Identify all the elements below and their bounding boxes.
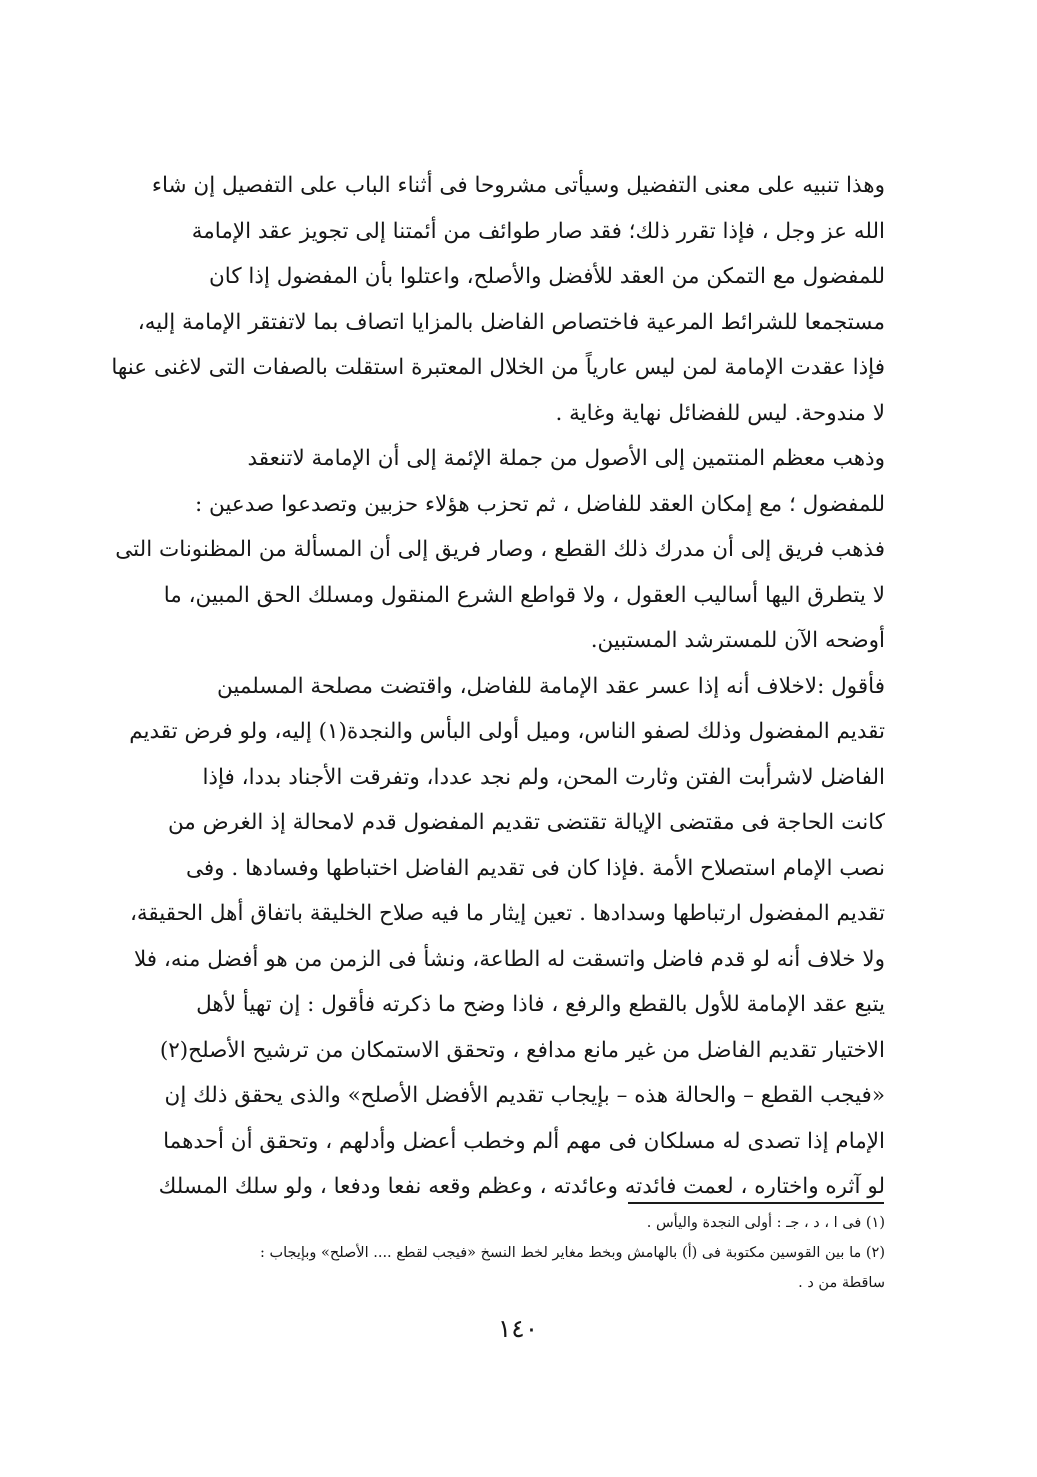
text-line: لا مندوحة. ليس للفضائل نهاية وغاية . bbox=[555, 400, 885, 426]
text-line: الإمام إذا تصدى له مسلكان فى مهم ألم وخطب أعضل وأدلهم ، وتحقق أن أحدهما bbox=[163, 1128, 885, 1154]
text-line: يتبع عقد الإمامة للأول بالقطع والرفع ، فاذا وضح ما ذكرته فأقول : إن تهيأ لأهل bbox=[196, 992, 885, 1017]
text-line: «فيجب القطع – والحالة هذه – بإيجاب تقديم الأفضل الأصلح» والذى يحقق ذلك إن bbox=[164, 1083, 885, 1108]
text-line: الفاضل لاشرأبت الفتن وثارت المحن، ولم نجد عددا، وتفرقت الأجناد بددا، فإذا bbox=[202, 764, 885, 790]
footnote-2: (٢) ما بين القوسين مكتوبة فى (أ) بالهامش وبخط مغاير لخط النسخ «فيجب لقطع .... الأصلح» وبإيجاب : bbox=[259, 1245, 885, 1261]
text-line: مستجمعا للشرائط المرعية فاختصاص الفاضل بالمزايا اتصاف بما لاتفتقر الإمامة إليه، bbox=[137, 309, 885, 335]
main-text bbox=[111, 163, 885, 1210]
text-line: الله عز وجل ، فإذا تقرر ذلك؛ فقد صار طوائف من أئمتنا إلى تجويز عقد الإمامة bbox=[191, 218, 885, 244]
text-line: وذهب معظم المنتمين إلى الأصول من جملة الإئمة إلى أن الإمامة لاتنعقد bbox=[247, 446, 885, 471]
text-line: لو آثره واختاره ، لعمت فائدته وعائدته ، وعظم وقعه نفعا ودفعا ، ولو سلك المسلك bbox=[158, 1174, 885, 1199]
text-line: فإذا عقدت الإمامة لمن ليس عارياً من الخلال المعتبرة استقلت بالصفات التى لاغنى عنها bbox=[111, 355, 885, 380]
text-line: أوضحه الآن للمسترشد المستبين. bbox=[590, 628, 885, 653]
page-number: ١٤٠ bbox=[497, 1314, 539, 1343]
footnote-1: (١) فى ا ، د ، جـ : أولى النجدة واليأس . bbox=[646, 1215, 885, 1231]
text-line: نصب الإمام استصلاح الأمة .فإذا كان فى تقديم الفاضل اختباطها وفسادها . وفى bbox=[185, 855, 885, 881]
text-line: ولا خلاف أنه لو قدم فاضل واتسقت له الطاعة، ونشأ فى الزمن من هو أفضل منه، فلا bbox=[133, 946, 885, 972]
text-line: للمفضول ؛ مع إمكان العقد للفاضل ، ثم تحزب هؤلاء حزبين وتصدعوا صدعين : bbox=[194, 491, 885, 517]
footnotes bbox=[160, 1208, 885, 1298]
text-line: للمفضول مع التمكن من العقد للأفضل والأصلح، واعتلوا بأن المفضول إذا كان bbox=[209, 264, 885, 289]
text-line: فذهب فريق إلى أن مدرك ذلك القطع ، وصار فريق إلى أن المسألة من المظنونات التى bbox=[115, 537, 885, 562]
footnote-2-continued: ساقطة من د . bbox=[798, 1275, 885, 1291]
text-line: فأقول :لاخلاف أنه إذا عسر عقد الإمامة للفاضل، واقتضت مصلحة المسلمين bbox=[217, 673, 885, 699]
text-line: وهذا تنبيه على معنى التفضيل وسيأتى مشروحا فى أثناء الباب على التفصيل إن شاء bbox=[151, 173, 885, 198]
text-line: تقديم المفضول وذلك لصفو الناس، وميل أولى البأس والنجدة(١) إليه، ولو فرض تقديم bbox=[129, 719, 885, 744]
text-line: كانت الحاجة فى مقتضى الإيالة تقتضى تقديم المفضول قدم لامحالة إذ الغرض من bbox=[167, 810, 885, 835]
text-line: الاختيار تقديم الفاضل من غير مانع مدافع ، وتحقق الاستمكان من ترشيح الأصلح(٢) bbox=[159, 1037, 885, 1063]
footnote-divider bbox=[628, 1202, 884, 1204]
text-line: لا يتطرق اليها أساليب العقول ، ولا قواطع الشرع المنقول ومسلك الحق المبين، ما bbox=[163, 582, 885, 608]
text-line: تقديم المفضول ارتباطها وسدادها . تعين إيثار ما فيه صلاح الخليقة باتفاق أهل الحقيقة، bbox=[129, 901, 885, 926]
